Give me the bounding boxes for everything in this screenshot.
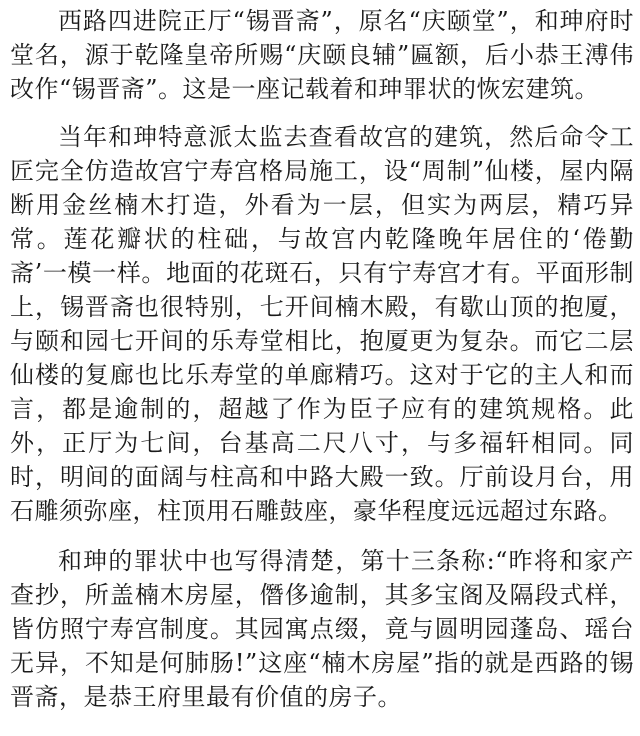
- paragraph-heshen-crimes: 和珅的罪状中也写得清楚，第十三条称:“昨将和家产查抄，所盖楠木房屋，僭侈逾制，其多宝阁及隔段式样，皆仿照宁寿宫制度。其园寓点缀，竟与圆明园蓬岛、瑶台无异，不知是何肺肠!”这座“楠木房屋”指的就是西路的锡晋斋，是恭王府里最有价值的房子。: [10, 547, 634, 711]
- paragraph-architecture-details: 当年和珅特意派太监去查看故宫的建筑，然后命令工匠完全仿造故宫宁寿宫格局施工，设“周制”仙楼，屋内隔断用金丝楠木打造，外看为一层，但实为两层，精巧异常。莲花瓣状的柱础，与故宫内乾隆晚年居住的‘倦勤斋’一模一样。地面的花斑石，只有宁寿宫才有。平面形制上，锡晋斋也很特别，七开间楠木殿，有歇山顶的抱厦，与颐和园七开间的乐寿堂相比，抱厦更为复杂。而它二层仙楼的复廊也比乐寿堂的单廊精巧。这对于它的主人和而言，都是逾制的，超越了作为臣子应有的建筑规格。此外，正厅为七间，台基高二尺八寸，与多福轩相同。同时，明间的面阔与柱高和中路大殿一致。厅前设月台，用石雕须弥座，柱顶用石雕鼓座，豪华程度远远超过东路。: [10, 123, 634, 525]
- article-body: [10, 0, 634, 714]
- paragraph-xijinzhai-intro: 西路四进院正厅“锡晋斋”，原名“庆颐堂”，和珅府时堂名，源于乾隆皇帝所赐“庆颐良辅”匾额，后小恭王溥伟改作“锡晋斋”。这是一座记载着和珅罪状的恢宏建筑。: [10, 7, 634, 103]
